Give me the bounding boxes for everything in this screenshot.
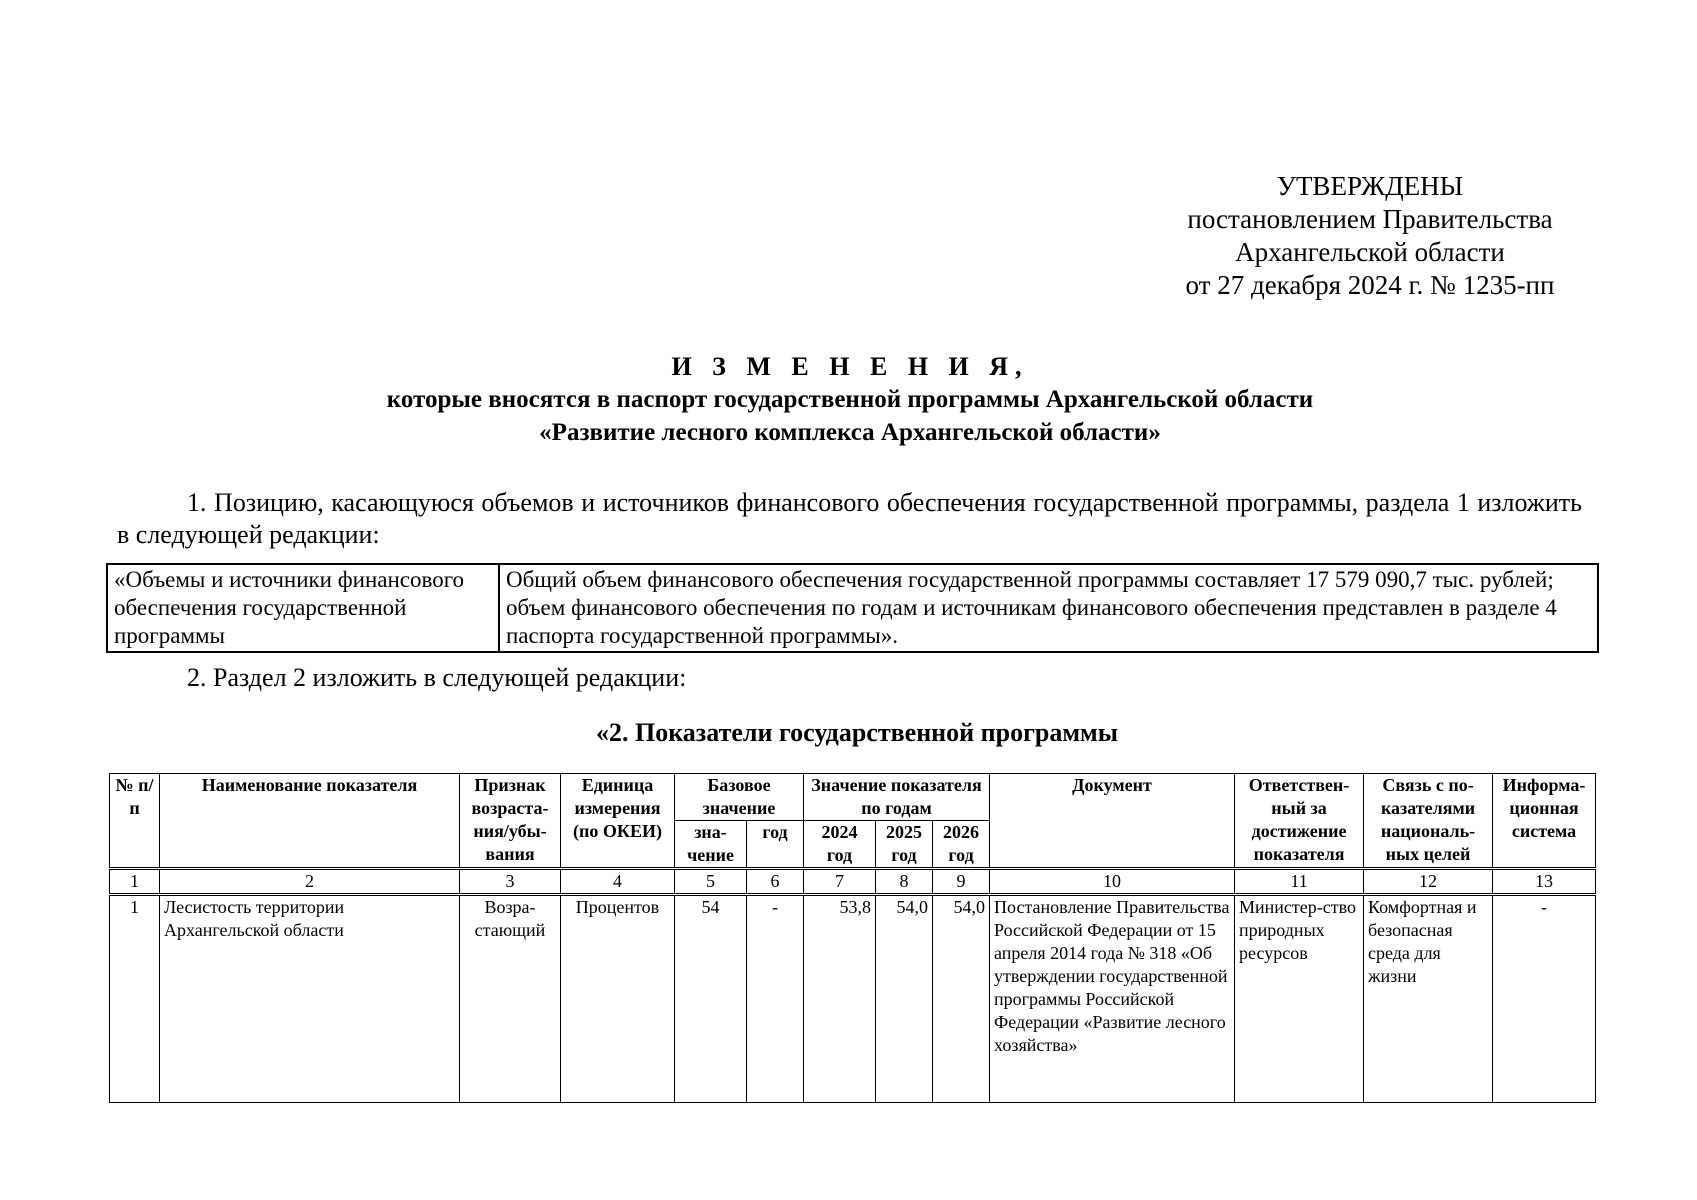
column-number: 3 xyxy=(460,869,561,895)
paragraph-2: 2. Раздел 2 изложить в следующей редакции: xyxy=(187,663,687,692)
indicators-table xyxy=(109,773,1596,1103)
column-number-row xyxy=(110,869,1596,895)
row-link: Комфортная и безопасная среда для жизни xyxy=(1364,895,1493,1103)
row-responsible: Министер-ство природных ресурсов xyxy=(1235,895,1364,1103)
approval-line-2: постановлением Правительства xyxy=(1187,204,1553,234)
approval-line-4: от 27 декабря 2024 г. № 1235-пп xyxy=(1185,270,1555,300)
column-number: 12 xyxy=(1364,869,1493,895)
column-number: 1 xyxy=(110,869,160,895)
header-responsible: Ответствен-ный за достижение показателя xyxy=(1235,774,1364,869)
row-name: Лесистость территории Архангельской области xyxy=(160,895,460,1103)
row-document: Постановление Правительства Российской Федерации от 15 апреля 2014 года № 318 «Об утверждении государственной программы Российской Федерации «Развитие лесного хозяйства» xyxy=(990,895,1235,1103)
row-base-value: 54 xyxy=(675,895,747,1103)
header-num: № п/п xyxy=(110,774,160,869)
title-line-2: которые вносятся в паспорт государственной программы Архангельской области xyxy=(386,386,1314,413)
header-base-year: год xyxy=(747,821,804,869)
column-number: 11 xyxy=(1235,869,1364,895)
row-sign: Возра-стающий xyxy=(460,895,561,1103)
approval-line-3: Архангельской области xyxy=(1235,237,1505,267)
column-number: 6 xyxy=(747,869,804,895)
finance-label-cell: «Объемы и источники финансового обеспечения государственной программы xyxy=(107,564,499,652)
column-number: 8 xyxy=(876,869,933,895)
finance-table xyxy=(106,563,1599,653)
header-2024: 2024 год xyxy=(804,821,876,869)
row-num: 1 xyxy=(110,895,160,1103)
title-heading: И З М Е Н Е Н И Я, xyxy=(671,352,1029,381)
header-name: Наименование показателя xyxy=(160,774,460,869)
column-number: 9 xyxy=(933,869,990,895)
header-2025: 2025 год xyxy=(876,821,933,869)
paragraph-1: 1. Позицию, касающуюся объемов и источников финансового обеспечения государственной программы, раздела 1 изложить в следующей редакции: xyxy=(117,488,1582,549)
row-value-2024: 53,8 xyxy=(804,895,876,1103)
column-number: 13 xyxy=(1493,869,1596,895)
header-sign: Признак возраста-ния/убы-вания xyxy=(460,774,561,869)
header-info: Информа-ционная система xyxy=(1493,774,1596,869)
finance-row xyxy=(107,564,1598,652)
column-number: 2 xyxy=(160,869,460,895)
approval-block xyxy=(1160,170,1580,302)
row-value-2025: 54,0 xyxy=(876,895,933,1103)
document-title xyxy=(100,350,1600,449)
row-value-2026: 54,0 xyxy=(933,895,990,1103)
row-base-year: - xyxy=(747,895,804,1103)
row-unit: Процентов xyxy=(561,895,675,1103)
header-link: Связь с по-казателями националь-ных целей xyxy=(1364,774,1493,869)
header-base-value: зна-чение xyxy=(675,821,747,869)
header-base: Базовое значение xyxy=(675,774,804,821)
header-document: Документ xyxy=(990,774,1235,869)
finance-value-cell: Общий объем финансового обеспечения государственной программы составляет 17 579 090,7 тыс. рублей; объем финансового обеспечения по годам и источникам финансового обеспечения представлен в разделе 4 паспорта государственной программы». xyxy=(499,564,1598,652)
header-unit: Единица измерения (по ОКЕИ) xyxy=(561,774,675,869)
column-number: 4 xyxy=(561,869,675,895)
header-2026: 2026 год xyxy=(933,821,990,869)
table-row xyxy=(110,895,1596,1103)
section-title: «2. Показатели государственной программы xyxy=(596,718,1119,747)
header-row-1 xyxy=(110,774,1596,821)
column-number: 7 xyxy=(804,869,876,895)
row-info: - xyxy=(1493,895,1596,1103)
column-number: 10 xyxy=(990,869,1235,895)
approval-line-1: УТВЕРЖДЕНЫ xyxy=(1276,171,1464,201)
title-line-3: «Развитие лесного комплекса Архангельской области» xyxy=(539,419,1161,446)
column-number: 5 xyxy=(675,869,747,895)
header-values: Значение показателя по годам xyxy=(804,774,990,821)
